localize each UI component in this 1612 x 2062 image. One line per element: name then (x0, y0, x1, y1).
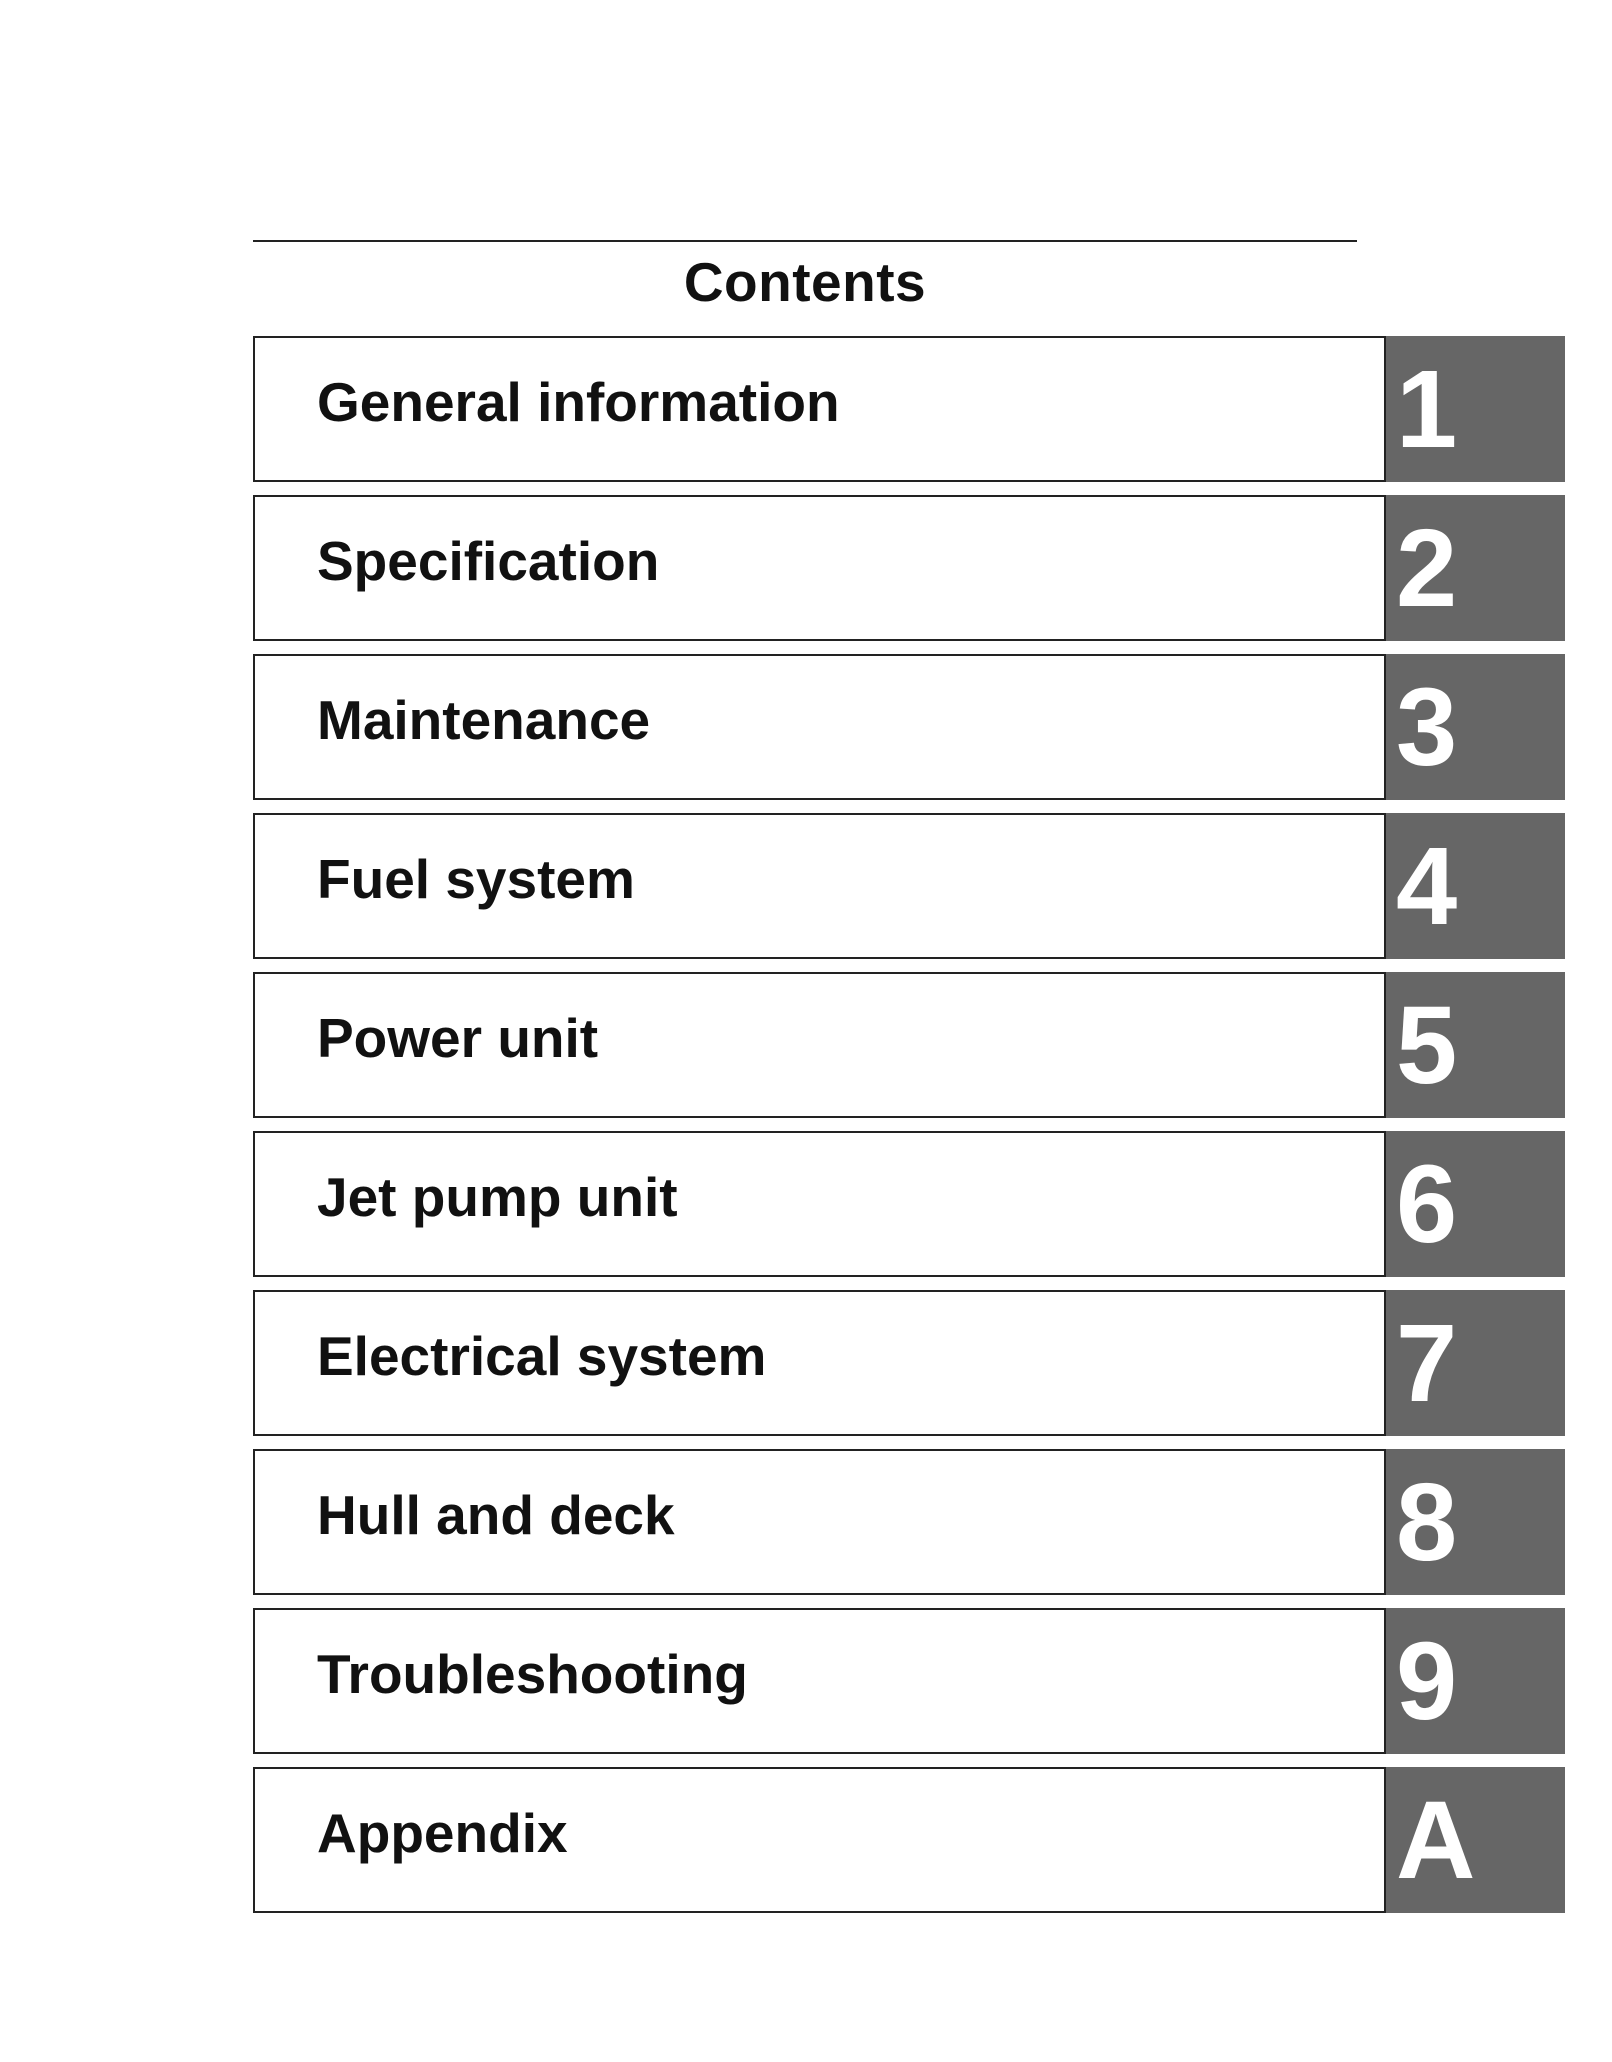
chapter-tab[interactable] (1386, 813, 1565, 959)
chapter-tab[interactable] (1386, 336, 1565, 482)
toc-entry-box (253, 813, 1386, 959)
toc-entry-box (253, 654, 1386, 800)
toc-entry-label: Jet pump unit (317, 1166, 678, 1228)
chapter-tab[interactable] (1386, 1767, 1565, 1913)
toc-entry-box (253, 336, 1386, 482)
title-rule (253, 240, 1357, 242)
toc-entry-label: Specification (317, 530, 660, 592)
toc-entry-maintenance[interactable] (253, 654, 1565, 800)
toc-entry-electrical-system[interactable] (253, 1290, 1565, 1436)
toc-entry-jet-pump-unit[interactable] (253, 1131, 1565, 1277)
toc-entry-power-unit[interactable] (253, 972, 1565, 1118)
toc-entry-box (253, 1131, 1386, 1277)
chapter-tab[interactable] (1386, 654, 1565, 800)
toc-entry-label: Troubleshooting (317, 1643, 748, 1705)
chapter-number: 1 (1396, 348, 1458, 471)
table-of-contents (253, 336, 1565, 1926)
toc-entry-label: Power unit (317, 1007, 599, 1069)
chapter-number: 5 (1396, 984, 1458, 1107)
chapter-tab[interactable] (1386, 972, 1565, 1118)
toc-entry-hull-and-deck[interactable] (253, 1449, 1565, 1595)
chapter-number: A (1396, 1779, 1476, 1902)
chapter-tab[interactable] (1386, 1449, 1565, 1595)
chapter-tab[interactable] (1386, 495, 1565, 641)
toc-entry-label: Fuel system (317, 848, 635, 910)
toc-entry-box (253, 1608, 1386, 1754)
toc-entry-general-information[interactable] (253, 336, 1565, 482)
toc-entry-label: Hull and deck (317, 1484, 675, 1546)
chapter-number: 4 (1396, 825, 1458, 948)
chapter-number: 6 (1396, 1143, 1458, 1266)
toc-entry-fuel-system[interactable] (253, 813, 1565, 959)
chapter-tab[interactable] (1386, 1290, 1565, 1436)
chapter-number: 8 (1396, 1461, 1458, 1584)
chapter-number: 2 (1396, 507, 1458, 630)
toc-entry-label: Maintenance (317, 689, 651, 751)
toc-entry-box (253, 1449, 1386, 1595)
toc-entry-troubleshooting[interactable] (253, 1608, 1565, 1754)
toc-entry-label: Appendix (317, 1802, 568, 1864)
toc-entry-box (253, 972, 1386, 1118)
chapter-number: 7 (1396, 1302, 1458, 1425)
toc-entry-specification[interactable] (253, 495, 1565, 641)
toc-entry-box (253, 1767, 1386, 1913)
toc-entry-label: Electrical system (317, 1325, 767, 1387)
toc-entry-label: General information (317, 371, 840, 433)
chapter-tab[interactable] (1386, 1131, 1565, 1277)
chapter-tab[interactable] (1386, 1608, 1565, 1754)
page-title: Contents (683, 251, 927, 313)
toc-entry-box (253, 495, 1386, 641)
chapter-number: 3 (1396, 666, 1458, 789)
toc-entry-box (253, 1290, 1386, 1436)
chapter-number: 9 (1396, 1620, 1458, 1743)
toc-entry-appendix[interactable] (253, 1767, 1565, 1913)
